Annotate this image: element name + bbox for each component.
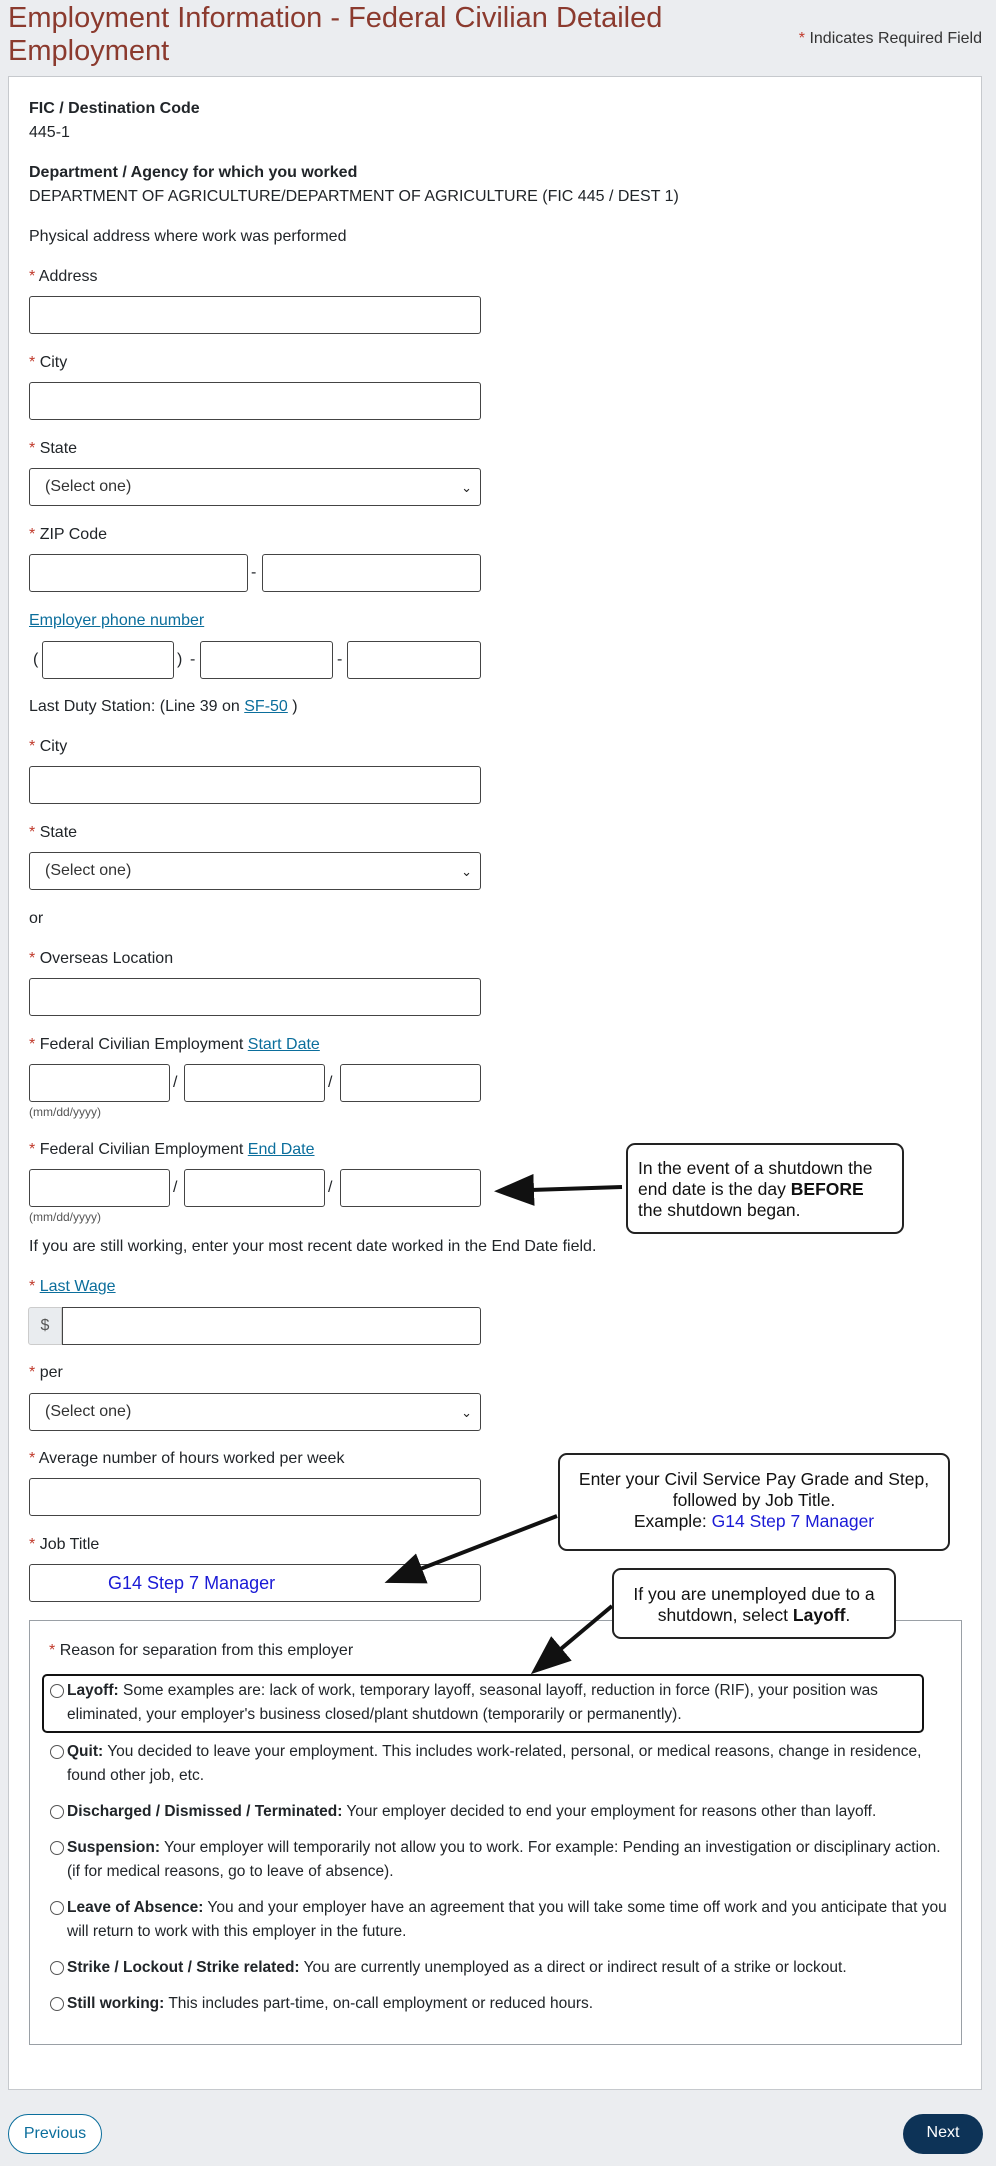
duty-state-label: * State xyxy=(29,824,78,841)
hours-label: * Average number of hours worked per week xyxy=(29,1450,345,1467)
date-separator: / xyxy=(173,1074,178,1091)
shutdown-callout: In the event of a shutdown the end date is the day BEFORE the shutdown began. xyxy=(626,1143,904,1234)
fic-value: 445-1 xyxy=(29,124,70,141)
suspension-option-text: Suspension: Your employer will temporarily not allow you to work. For example: Pending an investigation or disciplinary action. (if for medical reasons, go to leave of absence). xyxy=(67,1839,941,1880)
employer-phone-link[interactable]: Employer phone number xyxy=(29,612,205,629)
state-select[interactable]: (Select one) ⌄ xyxy=(29,468,481,506)
date-separator: / xyxy=(328,1074,333,1091)
phone-dash: - xyxy=(337,651,343,668)
still-working-option-text: Still working: This includes part-time, on-call employment or reduced hours. xyxy=(67,1995,594,2012)
dollar-prefix: $ xyxy=(28,1307,62,1345)
agency-value: DEPARTMENT OF AGRICULTURE/DEPARTMENT OF AGRICULTURE (FIC 445 / DEST 1) xyxy=(29,188,679,205)
wage-label: * Last Wage xyxy=(29,1278,116,1295)
strike-option-text: Strike / Lockout / Strike related: You are currently unemployed as a direct or indirect result of a strike or lockout. xyxy=(67,1959,847,1976)
address-label: * Address xyxy=(29,268,98,285)
page-title: Employment Information - Federal Civilian Detailed Employment xyxy=(8,2,663,67)
required-asterisk: * xyxy=(798,30,805,47)
start-date-hint: (mm/dd/yyyy) xyxy=(29,1105,101,1119)
discharged-option-text: Discharged / Dismissed / Terminated: Your employer decided to end your employment for reasons other than layoff. xyxy=(67,1803,877,1820)
chevron-down-icon: ⌄ xyxy=(461,1405,472,1420)
job-title-label: * Job Title xyxy=(29,1536,100,1553)
start-date-link[interactable]: Start Date xyxy=(247,1036,320,1053)
city-label: * City xyxy=(29,354,68,371)
quit-option-text: Quit: You decided to leave your employment. This includes work-related, personal, or medical reasons, change in residence, found other job, etc. xyxy=(67,1743,922,1784)
phone-close-paren: ) xyxy=(177,651,183,668)
required-field-text: Indicates Required Field xyxy=(809,30,982,47)
previous-button[interactable]: Previous xyxy=(8,2114,102,2154)
phone-dash: - xyxy=(190,651,196,668)
layoff-callout: If you are unemployed due to a shutdown, select Layoff. xyxy=(612,1568,896,1639)
per-label: * per xyxy=(29,1364,63,1381)
zip-label: * ZIP Code xyxy=(29,526,107,543)
or-text: or xyxy=(29,910,44,927)
layoff-option-text: Layoff: Some examples are: lack of work, temporary layoff, seasonal layoff, reduction in force (RIF), your position was eliminated, your employer's business closed/plant shutdown (temporarily or permanently). xyxy=(67,1682,878,1723)
start-date-label: * Federal Civilian Employment Start Date xyxy=(29,1036,320,1053)
zip-separator: - xyxy=(251,564,257,581)
per-select[interactable]: (Select one) ⌄ xyxy=(29,1393,481,1431)
job-title-callout: Enter your Civil Service Pay Grade and Step, followed by Job Title. Example: G14 Step 7 Manager xyxy=(558,1453,950,1551)
agency-label: Department / Agency for which you worked xyxy=(29,164,358,181)
job-title-input[interactable]: G14 Step 7 Manager xyxy=(29,1564,481,1602)
end-date-link[interactable]: End Date xyxy=(247,1141,315,1158)
state-label: * State xyxy=(29,440,78,457)
duty-station-note: Last Duty Station: (Line 39 on SF-50 ) xyxy=(29,698,298,715)
overseas-label: * Overseas Location xyxy=(29,950,174,967)
last-wage-link[interactable]: Last Wage xyxy=(39,1278,116,1295)
duty-city-label: * City xyxy=(29,738,68,755)
end-date-label: * Federal Civilian Employment End Date xyxy=(29,1141,315,1158)
fic-label: FIC / Destination Code xyxy=(29,100,200,117)
date-separator: / xyxy=(173,1179,178,1196)
phone-open-paren: ( xyxy=(33,651,39,668)
leave-of-absence-option-text: Leave of Absence: You and your employer have an agreement that you will take some time off work and you anticipate that you will return to work with this employer in the future. xyxy=(67,1899,947,1940)
chevron-down-icon: ⌄ xyxy=(461,480,472,495)
duty-state-select[interactable]: (Select one) ⌄ xyxy=(29,852,481,890)
chevron-down-icon: ⌄ xyxy=(461,864,472,879)
sf50-link[interactable]: SF-50 xyxy=(244,698,288,715)
reason-label: * Reason for separation from this employer xyxy=(49,1642,354,1659)
date-separator: / xyxy=(328,1179,333,1196)
end-date-hint: (mm/dd/yyyy) xyxy=(29,1210,101,1224)
still-working-note: If you are still working, enter your most recent date worked in the End Date field. xyxy=(29,1238,597,1255)
next-button[interactable]: Next xyxy=(903,2114,983,2154)
physical-address-note: Physical address where work was performed xyxy=(29,228,347,245)
